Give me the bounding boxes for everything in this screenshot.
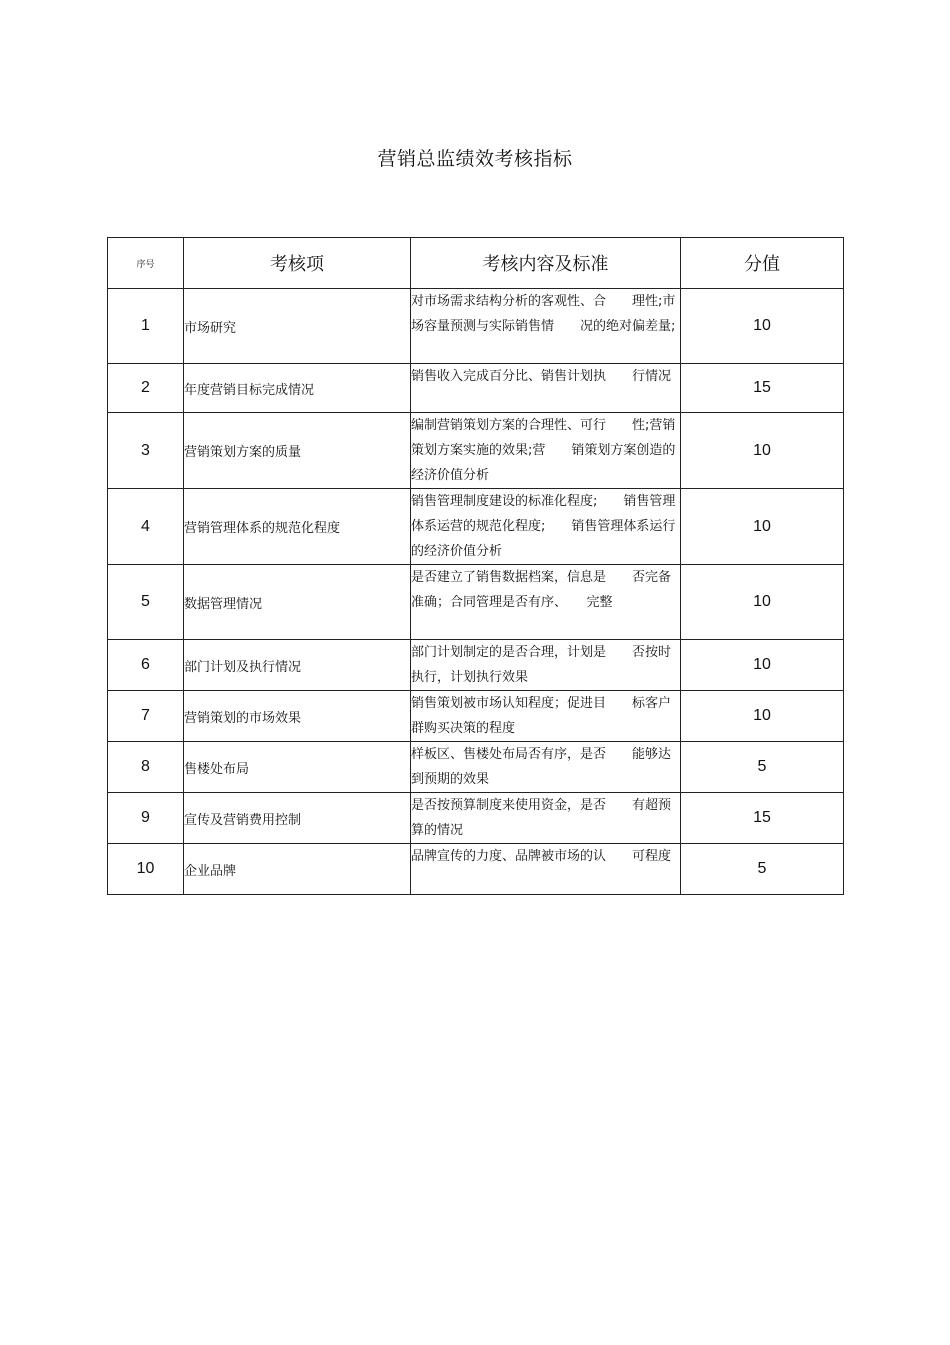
table-row xyxy=(108,489,844,565)
row-item: 宣传及营销费用控制 xyxy=(184,793,411,844)
row-seq: 10 xyxy=(108,844,184,895)
row-content: 编制营销策划方案的合理性、可行 性;营销策划方案实施的效果;营 销策划方案创造的经济价值分析 xyxy=(411,413,681,489)
table-row xyxy=(108,793,844,844)
row-score: 5 xyxy=(681,844,844,895)
row-content: 销售策划被市场认知程度；促进目 标客户群购买决策的程度 xyxy=(411,691,681,742)
row-content: 部门计划制定的是否合理，计划是 否按时执行，计划执行效果 xyxy=(411,640,681,691)
document-title: 营销总监绩效考核指标 xyxy=(377,148,573,170)
header-item: 考核项 xyxy=(184,238,411,289)
header-content: 考核内容及标准 xyxy=(411,238,681,289)
row-content: 销售收入完成百分比、销售计划执 行情况 xyxy=(411,364,681,413)
row-content: 是否按预算制度来使用资金，是否 有超预算的情况 xyxy=(411,793,681,844)
row-content: 是否建立了销售数据档案，信息是 否完备准确；合同管理是否有序、 完整 xyxy=(411,565,681,640)
row-item: 部门计划及执行情况 xyxy=(184,640,411,691)
row-seq: 7 xyxy=(108,691,184,742)
row-seq: 2 xyxy=(108,364,184,413)
row-item: 数据管理情况 xyxy=(184,565,411,640)
table-row xyxy=(108,565,844,640)
row-item: 售楼处布局 xyxy=(184,742,411,793)
row-score: 15 xyxy=(681,364,844,413)
row-seq: 9 xyxy=(108,793,184,844)
row-score: 10 xyxy=(681,489,844,565)
table-row xyxy=(108,364,844,413)
table-row xyxy=(108,691,844,742)
row-item: 营销策划方案的质量 xyxy=(184,413,411,489)
table-row xyxy=(108,742,844,793)
row-score: 10 xyxy=(681,565,844,640)
row-score: 10 xyxy=(681,289,844,364)
row-seq: 1 xyxy=(108,289,184,364)
row-item: 营销管理体系的规范化程度 xyxy=(184,489,411,565)
table-row xyxy=(108,413,844,489)
row-item: 企业品牌 xyxy=(184,844,411,895)
row-seq: 4 xyxy=(108,489,184,565)
header-score: 分值 xyxy=(681,238,844,289)
header-seq: 序号 xyxy=(108,238,184,289)
row-content: 样板区、售楼处布局否有序，是否 能够达到预期的效果 xyxy=(411,742,681,793)
table-row xyxy=(108,844,844,895)
row-content: 销售管理制度建设的标准化程度; 销售管理体系运营的规范化程度; 销售管理体系运行的经济价值分析 xyxy=(411,489,681,565)
table-header-row xyxy=(108,238,844,289)
row-score: 5 xyxy=(681,742,844,793)
row-content: 对市场需求结构分析的客观性、合 理性;市场容量预测与实际销售情 况的绝对偏差量; xyxy=(411,289,681,364)
row-item: 市场研究 xyxy=(184,289,411,364)
table-row xyxy=(108,289,844,364)
row-seq: 8 xyxy=(108,742,184,793)
row-content: 品牌宣传的力度、品牌被市场的认 可程度 xyxy=(411,844,681,895)
row-score: 15 xyxy=(681,793,844,844)
row-score: 10 xyxy=(681,640,844,691)
row-seq: 3 xyxy=(108,413,184,489)
row-score: 10 xyxy=(681,413,844,489)
kpi-table xyxy=(107,237,844,895)
row-seq: 5 xyxy=(108,565,184,640)
row-item: 年度营销目标完成情况 xyxy=(184,364,411,413)
row-score: 10 xyxy=(681,691,844,742)
table-row xyxy=(108,640,844,691)
row-seq: 6 xyxy=(108,640,184,691)
row-item: 营销策划的市场效果 xyxy=(184,691,411,742)
